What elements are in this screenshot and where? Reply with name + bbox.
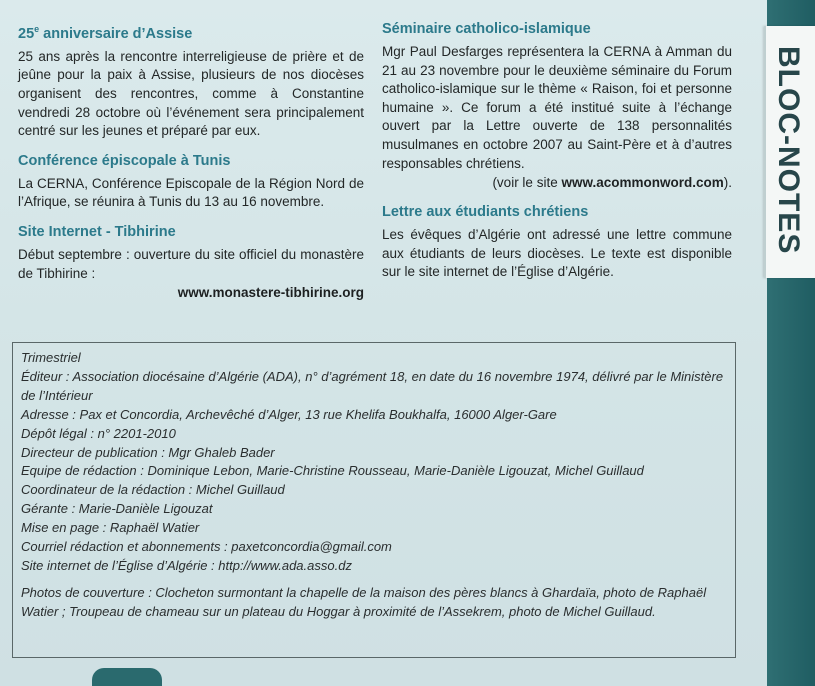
section-seminaire xyxy=(382,20,732,192)
section-body-assise: 25 ans après la rencontre interreligieuse de prière et de jeûne pour la paix à Assise, plusieurs de nos diocèses organisent des rencontres, comme à Constantine vendredi 28 octobre où l’événement sera principalement centré sur les jeunes et préparé par eux. xyxy=(18,48,364,139)
impressum-line: Mise en page : Raphaël Watier xyxy=(21,520,200,536)
impressum-line: Trimestriel xyxy=(21,350,81,365)
left-column xyxy=(18,20,364,313)
section-body-tunis: La CERNA, Conférence Episcopale de la Région Nord de l’Afrique, se réunira à Tunis du 13 au 16 novembre. xyxy=(18,175,364,210)
section-title-assise: 25e anniversaire d’Assise xyxy=(18,24,193,42)
section-title-tibhirine: Site Internet - Tibhirine xyxy=(18,223,176,240)
impressum-line: Dépôt légal : n° 2201-2010 xyxy=(21,425,176,441)
tibhirine-link[interactable]: www.monastere-tibhirine.org xyxy=(177,285,364,301)
right-column xyxy=(382,20,732,293)
impressum-line: Gérante : Marie-Danièle Ligouzat xyxy=(21,501,213,517)
section-assise xyxy=(18,20,364,141)
impressum-line: Site internet de l’Église d’Algérie : http://www.ada.asso.dz xyxy=(21,557,352,573)
impressum-line: Courriel rédaction et abonnements : paxetconcordia@gmail.com xyxy=(21,539,392,555)
impressum-line: Adresse : Pax et Concordia, Archevêché d’Alger, 13 rue Khelifa Boukhalfa, 16000 Alger-Gare xyxy=(21,406,557,422)
section-title-tunis: Conférence épiscopale à Tunis xyxy=(18,152,231,169)
footer-page-tab xyxy=(92,668,162,686)
section-body-lettre: Les évêques d’Algérie ont adressé une lettre commune aux étudiants de leurs diocèses. Le texte est disponible sur le site internet de l’Église d’Algérie. xyxy=(382,227,732,280)
section-body-tibhirine: Début septembre : ouverture du site officiel du monastère de Tibhirine : xyxy=(18,246,364,281)
section-lettre xyxy=(382,203,732,282)
impressum-line: Directeur de publication : Mgr Ghaleb Bader xyxy=(21,444,275,460)
section-body-seminaire: Mgr Paul Desfarges représentera la CERNA à Amman du 21 au 23 novembre pour le deuxième séminaire du Forum catholico-islamique sur le thème « Raison, foi et personne humaine ». Ce forum a été institué suite à l’échange ouvert par la Lettre ouverte de 138 personnalités musulmanes en octobre 2007 au Saint-Père et à d’autres responsables chrétiens. xyxy=(382,44,732,171)
impressum-box xyxy=(12,342,736,658)
impressum-line: Éditeur : Association diocésaine d’Algérie (ADA), n° d’agrément 18, en date du 16 novembre 1974, délivré par le Ministère de l’Intérieur xyxy=(21,368,724,403)
impressum-gap xyxy=(21,576,727,584)
section-title-seminaire: Séminaire catholico-islamique xyxy=(382,21,591,37)
impressum-photo-credits: Photos de couverture : Clocheton surmontant la chapelle de la maison des pères blancs à Ghardaïa, photo de Raphaël Watier ; Troupeau de chameau sur un plateau du Hoggar à proximité de l’Assekrem, photo de Michel Guillaud. xyxy=(21,584,707,619)
section-title-lettre: Lettre aux étudiants chrétiens xyxy=(382,204,589,221)
seminaire-note: (voir le site www.acommonword.com). xyxy=(492,175,732,191)
bloc-notes-label: BLOC-NOTES xyxy=(772,46,805,255)
section-tunis xyxy=(18,152,364,212)
acommonword-link[interactable]: www.acommonword.com xyxy=(561,175,724,191)
impressum-line: Coordinateur de la rédaction : Michel Guillaud xyxy=(21,482,285,498)
section-tibhirine xyxy=(18,223,364,302)
impressum-line: Equipe de rédaction : Dominique Lebon, Marie-Christine Rousseau, Marie-Danièle Ligouzat, Michel Guillaud xyxy=(21,463,644,479)
